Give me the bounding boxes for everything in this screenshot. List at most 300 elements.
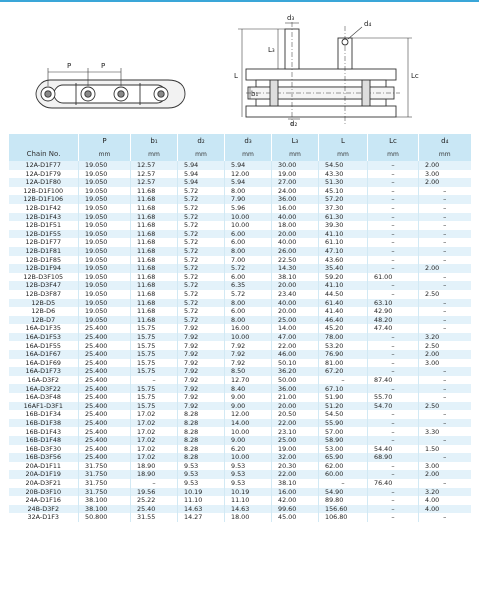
- value-cell: 8.00: [225, 187, 272, 196]
- chain-number-cell: 20A-D1F19: [9, 470, 79, 479]
- value-cell: 15.75: [131, 384, 178, 393]
- value-cell: 17.02: [131, 427, 178, 436]
- chain-number-cell: 12B-D1F81: [9, 247, 79, 256]
- value-cell: 19.050: [79, 273, 131, 282]
- header-blank: [9, 134, 79, 148]
- value-cell: –: [368, 496, 419, 505]
- value-cell: 8.28: [178, 445, 225, 454]
- value-cell: 32.00: [272, 453, 319, 462]
- value-cell: –: [368, 204, 419, 213]
- value-cell: 19.00: [272, 445, 319, 454]
- value-cell: –: [419, 213, 471, 222]
- unit-cell: mm: [272, 148, 319, 161]
- value-cell: 9.53: [225, 470, 272, 479]
- value-cell: 22.00: [272, 341, 319, 350]
- value-cell: 25.400: [79, 427, 131, 436]
- label-d4: d₄: [364, 20, 372, 28]
- header-d3: d₃: [225, 134, 272, 148]
- chain-section-view: [246, 22, 400, 126]
- value-cell: –: [368, 264, 419, 273]
- table-row: [9, 453, 471, 462]
- unit-cell: mm: [319, 148, 368, 161]
- value-cell: 15.75: [131, 359, 178, 368]
- value-cell: –: [368, 290, 419, 299]
- chain-number-cell: 12B-D3F105: [9, 273, 79, 282]
- value-cell: –: [368, 230, 419, 239]
- value-cell: 3.20: [419, 333, 471, 342]
- value-cell: 9.53: [178, 479, 225, 488]
- value-cell: 48.20: [368, 316, 419, 325]
- table-row: [9, 299, 471, 308]
- table-row: [9, 307, 471, 316]
- value-cell: 99.60: [272, 505, 319, 514]
- value-cell: 50.00: [272, 376, 319, 385]
- value-cell: 7.92: [178, 402, 225, 411]
- value-cell: 3.00: [419, 170, 471, 179]
- label-l3: L₃: [268, 46, 275, 54]
- value-cell: 8.28: [178, 427, 225, 436]
- value-cell: 25.400: [79, 453, 131, 462]
- value-cell: 19.050: [79, 299, 131, 308]
- value-cell: 81.00: [319, 359, 368, 368]
- value-cell: 61.10: [319, 238, 368, 247]
- units-row: [9, 148, 471, 161]
- value-cell: 11.68: [131, 230, 178, 239]
- value-cell: 5.94: [225, 161, 272, 170]
- unit-cell: mm: [419, 148, 471, 161]
- value-cell: 53.00: [319, 445, 368, 454]
- value-cell: 40.00: [272, 213, 319, 222]
- value-cell: 61.00: [368, 273, 419, 282]
- value-cell: 106.80: [319, 513, 368, 522]
- top-accent-line: [0, 0, 479, 2]
- chain-number-cell: 16A-D1F67: [9, 350, 79, 359]
- header-p: P: [79, 134, 131, 148]
- table-row: [9, 427, 471, 436]
- value-cell: 22.00: [272, 470, 319, 479]
- value-cell: 54.90: [319, 488, 368, 497]
- value-cell: 7.90: [225, 195, 272, 204]
- value-cell: –: [368, 488, 419, 497]
- value-cell: –: [368, 505, 419, 514]
- table-row: [9, 213, 471, 222]
- value-cell: 14.00: [272, 324, 319, 333]
- chain-number-cell: 16B-D3F56: [9, 453, 79, 462]
- value-cell: 3.30: [419, 427, 471, 436]
- value-cell: 17.02: [131, 453, 178, 462]
- chain-number-cell: 20B-D3F10: [9, 488, 79, 497]
- value-cell: 5.72: [178, 316, 225, 325]
- value-cell: 47.00: [272, 333, 319, 342]
- table-row: [9, 462, 471, 471]
- value-cell: 2.00: [419, 161, 471, 170]
- value-cell: –: [131, 376, 178, 385]
- value-cell: 78.00: [319, 333, 368, 342]
- value-cell: 11.68: [131, 256, 178, 265]
- value-cell: 11.68: [131, 213, 178, 222]
- value-cell: 12.00: [225, 170, 272, 179]
- table-row: [9, 488, 471, 497]
- header-lc: Lc: [368, 134, 419, 148]
- value-cell: 19.050: [79, 170, 131, 179]
- value-cell: 6.00: [225, 273, 272, 282]
- value-cell: 14.00: [225, 419, 272, 428]
- table-row: [9, 513, 471, 522]
- value-cell: 51.90: [319, 393, 368, 402]
- value-cell: 15.75: [131, 341, 178, 350]
- pitch-label-1: P: [67, 62, 72, 70]
- value-cell: 5.72: [178, 195, 225, 204]
- value-cell: –: [368, 513, 419, 522]
- value-cell: 19.050: [79, 238, 131, 247]
- chain-number-cell: 12B-D1F77: [9, 238, 79, 247]
- value-cell: 58.90: [319, 436, 368, 445]
- value-cell: 45.00: [272, 513, 319, 522]
- value-cell: 7.92: [178, 324, 225, 333]
- value-cell: 20.00: [272, 281, 319, 290]
- value-cell: 3.00: [419, 359, 471, 368]
- value-cell: 15.75: [131, 393, 178, 402]
- value-cell: 2.50: [419, 402, 471, 411]
- table-row: [9, 178, 471, 187]
- value-cell: 16.00: [272, 204, 319, 213]
- value-cell: 25.400: [79, 402, 131, 411]
- table-row: [9, 247, 471, 256]
- value-cell: 10.00: [225, 427, 272, 436]
- label-d2: d₂: [290, 120, 298, 128]
- value-cell: 43.60: [319, 256, 368, 265]
- value-cell: 43.30: [319, 170, 368, 179]
- value-cell: –: [419, 256, 471, 265]
- table-row: [9, 204, 471, 213]
- value-cell: 18.00: [225, 513, 272, 522]
- value-cell: 42.00: [272, 496, 319, 505]
- value-cell: 54.40: [368, 445, 419, 454]
- value-cell: 65.90: [319, 453, 368, 462]
- table-row: [9, 187, 471, 196]
- value-cell: 59.20: [319, 273, 368, 282]
- chain-number-cell: 16A-D1F35: [9, 324, 79, 333]
- value-cell: 25.400: [79, 341, 131, 350]
- value-cell: 38.10: [272, 479, 319, 488]
- value-cell: 18.90: [131, 462, 178, 471]
- value-cell: 2.50: [419, 290, 471, 299]
- chain-number-cell: 12B-D6: [9, 307, 79, 316]
- value-cell: 36.00: [272, 384, 319, 393]
- table-row: [9, 445, 471, 454]
- value-cell: 16.00: [272, 488, 319, 497]
- chain-number-cell: 12A-D1F80: [9, 178, 79, 187]
- value-cell: 7.92: [178, 359, 225, 368]
- value-cell: 25.400: [79, 367, 131, 376]
- value-cell: –: [419, 316, 471, 325]
- value-cell: 20.00: [272, 230, 319, 239]
- value-cell: 22.00: [272, 419, 319, 428]
- value-cell: 38.100: [79, 505, 131, 514]
- value-cell: –: [419, 479, 471, 488]
- chain-number-cell: 12A-D1F77: [9, 161, 79, 170]
- value-cell: 5.96: [225, 204, 272, 213]
- value-cell: –: [368, 350, 419, 359]
- value-cell: 11.68: [131, 187, 178, 196]
- value-cell: –: [419, 299, 471, 308]
- value-cell: 14.63: [225, 505, 272, 514]
- value-cell: 5.72: [178, 238, 225, 247]
- value-cell: 61.40: [319, 299, 368, 308]
- value-cell: 8.50: [225, 367, 272, 376]
- table-row: [9, 324, 471, 333]
- value-cell: –: [368, 341, 419, 350]
- value-cell: 55.90: [319, 419, 368, 428]
- value-cell: –: [419, 393, 471, 402]
- unit-cell: mm: [131, 148, 178, 161]
- value-cell: 25.400: [79, 393, 131, 402]
- table-row: [9, 496, 471, 505]
- chain-number-cell: 16A-D1F55: [9, 341, 79, 350]
- value-cell: 24.00: [272, 187, 319, 196]
- value-cell: 25.400: [79, 410, 131, 419]
- value-cell: 10.19: [178, 488, 225, 497]
- value-cell: 25.400: [79, 419, 131, 428]
- value-cell: 25.400: [79, 436, 131, 445]
- value-cell: 20.00: [272, 402, 319, 411]
- value-cell: 15.75: [131, 367, 178, 376]
- value-cell: 19.050: [79, 247, 131, 256]
- value-cell: 10.00: [225, 453, 272, 462]
- chain-number-cell: 20A-D3F21: [9, 479, 79, 488]
- value-cell: –: [419, 247, 471, 256]
- value-cell: 76.40: [368, 479, 419, 488]
- value-cell: 8.28: [178, 453, 225, 462]
- table-row: [9, 359, 471, 368]
- value-cell: 40.00: [272, 238, 319, 247]
- value-cell: 8.00: [225, 316, 272, 325]
- value-cell: 5.72: [178, 281, 225, 290]
- value-cell: –: [419, 204, 471, 213]
- table-row: [9, 367, 471, 376]
- value-cell: –: [368, 427, 419, 436]
- value-cell: –: [419, 307, 471, 316]
- value-cell: 14.27: [178, 513, 225, 522]
- unit-cell: mm: [368, 148, 419, 161]
- value-cell: 41.40: [319, 307, 368, 316]
- value-cell: 19.050: [79, 204, 131, 213]
- table-row: [9, 256, 471, 265]
- chain-number-cell: 12B-D1F94: [9, 264, 79, 273]
- value-cell: –: [368, 247, 419, 256]
- value-cell: 5.72: [178, 247, 225, 256]
- table-row: [9, 341, 471, 350]
- value-cell: 60.00: [319, 470, 368, 479]
- table-row: [9, 402, 471, 411]
- value-cell: 11.68: [131, 316, 178, 325]
- value-cell: 2.00: [419, 470, 471, 479]
- value-cell: 41.10: [319, 230, 368, 239]
- value-cell: 7.92: [178, 376, 225, 385]
- table-row: [9, 384, 471, 393]
- value-cell: 19.050: [79, 290, 131, 299]
- value-cell: –: [319, 479, 368, 488]
- value-cell: 18.90: [131, 470, 178, 479]
- value-cell: 50.800: [79, 513, 131, 522]
- value-cell: 44.50: [319, 290, 368, 299]
- value-cell: –: [319, 376, 368, 385]
- value-cell: 7.92: [178, 333, 225, 342]
- chain-number-cell: 16B-D1F43: [9, 427, 79, 436]
- value-cell: –: [419, 436, 471, 445]
- value-cell: 9.53: [178, 462, 225, 471]
- value-cell: 11.68: [131, 273, 178, 282]
- value-cell: –: [368, 161, 419, 170]
- value-cell: 2.00: [419, 178, 471, 187]
- chain-number-cell: 12B-D3F47: [9, 281, 79, 290]
- chain-number-cell: 12B-D5: [9, 299, 79, 308]
- table-row: [9, 350, 471, 359]
- value-cell: 20.50: [272, 410, 319, 419]
- value-cell: 6.00: [225, 238, 272, 247]
- header-b1: b₁: [131, 134, 178, 148]
- value-cell: –: [368, 333, 419, 342]
- value-cell: 19.050: [79, 316, 131, 325]
- value-cell: –: [368, 436, 419, 445]
- value-cell: 8.00: [225, 299, 272, 308]
- value-cell: 11.68: [131, 204, 178, 213]
- value-cell: –: [368, 170, 419, 179]
- value-cell: 9.00: [225, 402, 272, 411]
- value-cell: –: [419, 419, 471, 428]
- value-cell: 46.40: [319, 316, 368, 325]
- table-row: [9, 316, 471, 325]
- value-cell: 26.00: [272, 247, 319, 256]
- value-cell: 7.92: [178, 350, 225, 359]
- value-cell: 41.10: [319, 281, 368, 290]
- value-cell: 25.400: [79, 359, 131, 368]
- value-cell: 45.10: [319, 187, 368, 196]
- value-cell: –: [368, 470, 419, 479]
- chain-number-cell: 16A-D1F53: [9, 333, 79, 342]
- chain-number-cell: 32A-D1F3: [9, 513, 79, 522]
- value-cell: 1.50: [419, 445, 471, 454]
- value-cell: 45.20: [319, 324, 368, 333]
- value-cell: 10.00: [225, 333, 272, 342]
- chain-number-cell: 16A-D3F2: [9, 376, 79, 385]
- value-cell: 19.050: [79, 195, 131, 204]
- value-cell: 42.90: [368, 307, 419, 316]
- chain-number-cell: 12B-D1F55: [9, 230, 79, 239]
- value-cell: 19.00: [272, 170, 319, 179]
- value-cell: 11.68: [131, 221, 178, 230]
- table-row: [9, 393, 471, 402]
- value-cell: 67.10: [319, 384, 368, 393]
- header-d4: d₄: [419, 134, 471, 148]
- value-cell: –: [419, 195, 471, 204]
- value-cell: 5.72: [178, 290, 225, 299]
- value-cell: –: [419, 384, 471, 393]
- unit-cell: mm: [79, 148, 131, 161]
- value-cell: 8.00: [225, 247, 272, 256]
- value-cell: 11.68: [131, 307, 178, 316]
- value-cell: 10.00: [225, 221, 272, 230]
- table-row: [9, 170, 471, 179]
- value-cell: 9.53: [178, 470, 225, 479]
- value-cell: 38.10: [272, 273, 319, 282]
- chain-number-cell: 16B-D1F34: [9, 410, 79, 419]
- value-cell: 2.00: [419, 350, 471, 359]
- value-cell: –: [368, 281, 419, 290]
- table-row: [9, 161, 471, 170]
- chain-number-cell: 12B-D3F87: [9, 290, 79, 299]
- value-cell: 19.050: [79, 221, 131, 230]
- value-cell: 51.30: [319, 178, 368, 187]
- value-cell: 25.40: [131, 505, 178, 514]
- value-cell: 5.72: [178, 213, 225, 222]
- value-cell: 7.92: [178, 384, 225, 393]
- header-row: [9, 134, 471, 148]
- value-cell: 19.050: [79, 256, 131, 265]
- value-cell: 62.00: [319, 462, 368, 471]
- table-row: [9, 419, 471, 428]
- value-cell: 5.72: [178, 221, 225, 230]
- value-cell: 17.02: [131, 445, 178, 454]
- value-cell: 54.70: [368, 402, 419, 411]
- value-cell: 7.92: [225, 359, 272, 368]
- value-cell: 5.72: [178, 187, 225, 196]
- value-cell: 31.750: [79, 479, 131, 488]
- value-cell: 27.00: [272, 178, 319, 187]
- value-cell: 37.30: [319, 204, 368, 213]
- table-row: [9, 436, 471, 445]
- table-row: [9, 238, 471, 247]
- chain-number-cell: 20A-D1F11: [9, 462, 79, 471]
- value-cell: 5.72: [178, 256, 225, 265]
- value-cell: 19.56: [131, 488, 178, 497]
- value-cell: –: [368, 419, 419, 428]
- value-cell: 12.57: [131, 161, 178, 170]
- value-cell: 31.55: [131, 513, 178, 522]
- chain-number-cell: 12B-D1F100: [9, 187, 79, 196]
- value-cell: 17.02: [131, 436, 178, 445]
- value-cell: 11.68: [131, 290, 178, 299]
- value-cell: 12.57: [131, 170, 178, 179]
- value-cell: 47.10: [319, 247, 368, 256]
- value-cell: 9.00: [225, 393, 272, 402]
- chain-number-cell: 12A-D1F79: [9, 170, 79, 179]
- value-cell: 87.40: [368, 376, 419, 385]
- value-cell: 89.80: [319, 496, 368, 505]
- value-cell: –: [368, 359, 419, 368]
- value-cell: 46.00: [272, 350, 319, 359]
- value-cell: 5.72: [178, 230, 225, 239]
- table-row: [9, 195, 471, 204]
- value-cell: 14.30: [272, 264, 319, 273]
- value-cell: 63.10: [368, 299, 419, 308]
- value-cell: 25.22: [131, 496, 178, 505]
- value-cell: 19.050: [79, 161, 131, 170]
- table-row: [9, 264, 471, 273]
- value-cell: 6.00: [225, 307, 272, 316]
- value-cell: –: [419, 273, 471, 282]
- value-cell: 5.94: [178, 170, 225, 179]
- value-cell: 11.10: [225, 496, 272, 505]
- value-cell: 7.92: [225, 341, 272, 350]
- value-cell: 9.53: [225, 462, 272, 471]
- chain-number-cell: 16B-D3F30: [9, 445, 79, 454]
- value-cell: 17.02: [131, 419, 178, 428]
- header-l: L: [319, 134, 368, 148]
- value-cell: 5.72: [178, 307, 225, 316]
- value-cell: 5.94: [225, 178, 272, 187]
- value-cell: 19.050: [79, 281, 131, 290]
